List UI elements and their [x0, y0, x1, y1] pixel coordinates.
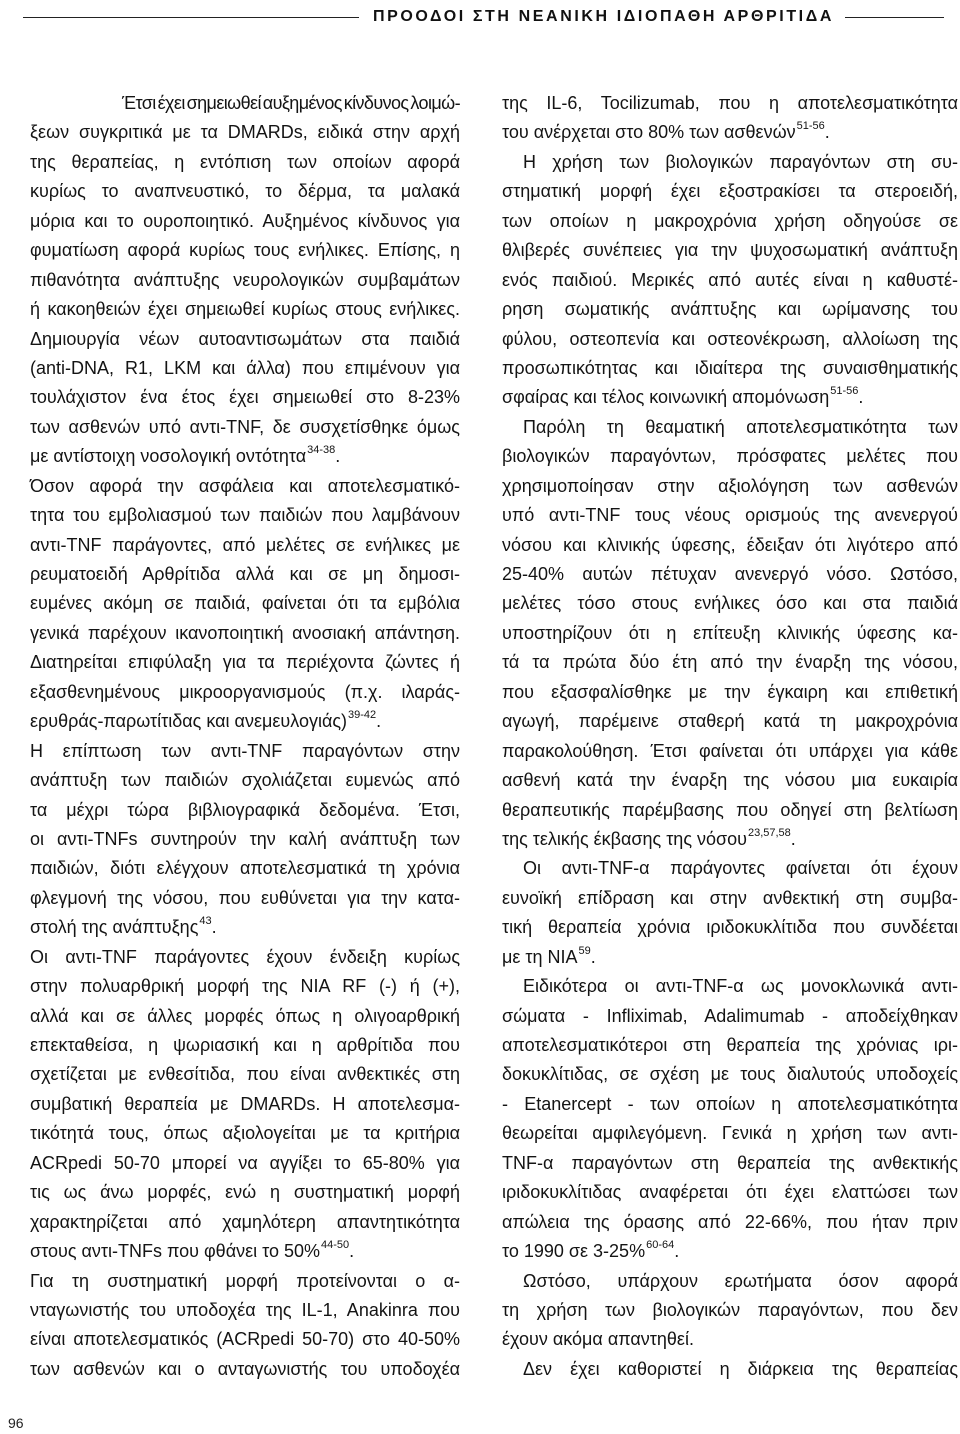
text-line [502, 1060, 958, 1089]
line-text: των οποίων η μακροχρόνια χρήση οδηγούσε σε [502, 210, 958, 231]
line-text: νόσου και κλινικής ύφεσης, έδειξαν ότι λιγότερο από [502, 534, 958, 555]
line-text: δοκυκλίτιδας, σε σχέση με τους διαλυτούς υποδοχείς [502, 1064, 958, 1085]
line-text: της θεραπείας, η εντόπιση των οποίων αφορά [30, 151, 460, 172]
text-line [502, 118, 958, 147]
text-line [502, 383, 958, 412]
line-text: - Etanercept - των οποίων η αποτελεσματικότητα [502, 1093, 958, 1114]
text-line [30, 1149, 460, 1178]
line-text: τη χρήση των βιολογικών παραγόντων, που δεν [502, 1299, 958, 1320]
line-tail: . [349, 1241, 355, 1262]
text-line [30, 1325, 460, 1354]
line-text: Η χρήση των βιολογικών παραγόντων στη συ- [523, 151, 958, 172]
text-line [502, 1119, 958, 1148]
line-text: (anti-DNA, R1, LKM και άλλα) που επιμένουν για [30, 357, 460, 378]
text-line [502, 1208, 958, 1237]
line-tail: . [824, 122, 830, 143]
line-tail: . [790, 828, 796, 849]
text-line [30, 413, 460, 442]
text-line [30, 1178, 460, 1207]
text-line [502, 1296, 958, 1325]
line-text: των ασθενών υπό αντι-TNF, δε συσχετίσθηκε όμως [30, 416, 460, 437]
text-line [502, 1149, 958, 1178]
line-text: ιριδοκυκλίτιδας αναφέρεται ότι έχει ελαττώσει των [502, 1182, 958, 1203]
line-text: σχετίζεται με ενθεσίτιδα, που είναι ανθεκτικές στη [30, 1064, 460, 1085]
line-text: ασθενή κατά την έναρξη της νόσου μια ευκαιρία [502, 770, 958, 791]
line-tail: . [590, 946, 596, 967]
paragraph [502, 148, 958, 413]
line-text: Όσον αφορά την ασφάλεια και αποτελεσματικό- [30, 475, 460, 496]
citation-superscript: 44-50 [321, 1239, 350, 1252]
line-text: της IL-6, Tocilizumab, που η αποτελεσματικότητα [502, 93, 958, 113]
line-text: νταγωνιστής του υποδοχέα της IL-1, Anakinra που [30, 1299, 460, 1320]
citation-superscript: 51-56 [796, 120, 825, 133]
running-header [23, 7, 944, 27]
citation-superscript: 39-42 [348, 709, 377, 722]
line-text: χρησιμοποίησαν στην αξιολόγηση των ασθενών [502, 475, 958, 496]
text-line [502, 1325, 958, 1354]
line-text: μόρια και το ουροποιητικό. Αυξημένος κίνδυνος για [30, 210, 460, 231]
line-text: ξεων συγκριτικά με τα DMARDs, ειδικά στην αρχή [30, 122, 460, 143]
line-text: αγωγή, παρέμεινε σταθερή κατά τη μακροχρόνια [502, 711, 958, 732]
line-text: πιθανότητα ανάπτυξης νευρολογικών συμβαμάτων [30, 269, 460, 290]
citation-superscript: 51-56 [830, 385, 859, 398]
text-line [30, 1002, 460, 1031]
paragraph [30, 648, 460, 736]
text-line [30, 560, 460, 589]
text-line [502, 207, 958, 236]
citation-superscript: 34-38 [307, 444, 336, 457]
text-line [502, 884, 958, 913]
line-text: μελέτες τόσο στους ενήλικες όσο και στα παιδιά [502, 593, 958, 614]
text-line [502, 1002, 958, 1031]
line-text: Έτσι έχει σημειωθεί αυξημένος κίνδυνος λοιμώ- [122, 93, 460, 113]
text-line [30, 619, 460, 648]
line-text: ευνοϊκή επίδραση και στην ανθεκτική στη συμβα- [502, 887, 958, 908]
line-text: θλιβερές συνέπειες για την ψυχοσωματική ανάπτυξη [502, 240, 958, 261]
citation-superscript: 43 [199, 915, 212, 928]
text-line [502, 943, 958, 972]
line-text: του ανέρχεται στο 80% των ασθενών [502, 122, 796, 143]
line-text: των ασθενών και ο ανταγωνιστής του υποδοχέα [30, 1358, 460, 1379]
text-line [30, 1296, 460, 1325]
line-text: το 1990 σε 3-25% [502, 1241, 646, 1262]
text-line [502, 1031, 958, 1060]
text-line [502, 1355, 958, 1384]
paragraph [502, 1355, 958, 1384]
line-text: είναι αποτελεσματικός (ACRpedi 50-70) στο 40-50% [30, 1329, 460, 1350]
line-text: τις ως άνω μορφές, ενώ η συστηματική μορφή [30, 1182, 460, 1203]
text-line [30, 118, 460, 147]
line-text: Για τη συστηματική μορφή προτείνονται ο α- [30, 1270, 460, 1291]
page-number: 96 [8, 1415, 24, 1431]
line-text: με αντίστοιχη νοσολογική οντότητα [30, 446, 307, 467]
line-text: που εξασφαλίσθηκε με την έγκαιρη και επιθετική [502, 681, 958, 702]
line-text: απώλεια της όρασης από 22-66%, που ήταν πριν [502, 1211, 958, 1232]
text-line [30, 1208, 460, 1237]
citation-superscript: 23,57,58 [747, 826, 791, 839]
line-text: Η επίπτωση των αντι-TNF παραγόντων στην [30, 740, 460, 761]
header-rule-right [845, 17, 944, 18]
text-line [30, 472, 460, 501]
text-line [30, 766, 460, 795]
text-line [30, 825, 460, 854]
line-text: εξασθενημένους μικροοργανισμούς (π.χ. ιλαράς- [30, 681, 460, 702]
line-text: ρευματοειδή Αρθρίτιδα αλλά και σε μη δημοσι- [30, 564, 460, 584]
paragraph [30, 472, 460, 649]
line-text: αποτελεσματικότεροι στη θεραπεία της χρόνιας ιρι- [502, 1035, 958, 1055]
line-text: παιδιών, διότι ελέγχουν αποτελεσματικά τη χρόνια [30, 858, 460, 879]
text-line [30, 1267, 460, 1296]
line-tail: . [376, 711, 382, 732]
text-line [502, 854, 958, 883]
line-text: οι αντι-TNFs συντηρούν την καλή ανάπτυξη των [30, 828, 460, 849]
line-text: φλεγμονή της νόσου, που ευθύνεται για την κατα- [30, 887, 460, 908]
line-text: στους αντι-TNFs που φθάνει το 50% [30, 1241, 321, 1262]
text-line [30, 707, 460, 736]
text-line [30, 678, 460, 707]
text-line [502, 589, 958, 618]
text-line [30, 177, 460, 206]
journal-section-title: ΠΡΟΟΔΟΙ ΣΤΗ ΝΕΑΝΙΚΗ ΙΔΙΟΠΑΘΗ ΑΡΘΡΙΤΙΔΑ [372, 8, 834, 25]
text-line [502, 148, 958, 177]
line-tail: . [335, 446, 341, 467]
line-text: Παρόλη τη θεαματική αποτελεσματικότητα των [523, 416, 958, 437]
text-line [30, 1237, 460, 1266]
line-text: επεκταθείσα, η ψωριασική και η αρθρίτιδα που [30, 1035, 460, 1055]
line-text: χαρακτηρίζεται από χαμηλότερη απαντητικότητα [30, 1211, 460, 1232]
right-column [502, 89, 958, 1384]
text-line [502, 619, 958, 648]
line-text: προσωπικότητας και ιδιαίτερα της συναισθηματικής [502, 357, 958, 378]
line-text: φύλου, οστεοπενία και οστεονέκρωση, αλλοίωση της [502, 328, 958, 349]
line-text: υπό αντι-TNF τους νέους ορισμούς της ανενεργού [502, 505, 958, 526]
text-line [30, 207, 460, 236]
text-line [30, 295, 460, 324]
citation-superscript: 60-64 [646, 1239, 675, 1252]
line-text: ACRpedi 50-70 μπορεί να αγγίξει το 65-80% για [30, 1152, 460, 1173]
text-line [502, 413, 958, 442]
text-line [502, 707, 958, 736]
paragraph [30, 1267, 460, 1385]
text-line [30, 501, 460, 530]
line-text: αντι-TNF παράγοντες, από μελέτες σε ενήλικες με [30, 534, 460, 555]
line-text: στην πολυαρθρική μορφή της ΝΙΑ RF (-) ή (+), [30, 976, 460, 997]
text-line [30, 383, 460, 412]
line-text: TNF-α παραγόντων στη θεραπεία της ανθεκτικής [502, 1152, 958, 1173]
text-line [30, 648, 460, 677]
citation-superscript: 59 [578, 944, 591, 957]
line-tail: . [674, 1241, 680, 1262]
text-line [502, 678, 958, 707]
text-line [502, 737, 958, 766]
text-line [502, 442, 958, 471]
line-text: τικότητά τους, όπως αξιολογείται με τα κριτήρια [30, 1123, 460, 1144]
text-line [502, 972, 958, 1001]
text-line [502, 266, 958, 295]
text-line [502, 648, 958, 677]
text-line [502, 766, 958, 795]
line-text: της τελικής έκβασης της νόσου [502, 828, 747, 849]
text-line [30, 913, 460, 942]
line-text: Οι αντι-TNF-α παράγοντες φαίνεται ότι έχουν [523, 858, 958, 879]
text-line [502, 825, 958, 854]
text-line [502, 354, 958, 383]
line-text: Δημιουργία νέων αυτοαντισωμάτων στα παιδιά [30, 328, 460, 349]
paragraph [502, 413, 958, 855]
line-text: ρηση σωματικής ανάπτυξης και ωρίμανσης του [502, 299, 958, 320]
text-line [30, 531, 460, 560]
text-line [30, 1119, 460, 1148]
text-line [30, 325, 460, 354]
text-line [30, 972, 460, 1001]
line-text: τητα του εμβολιασμού των παιδιών που λαμβάνουν [30, 505, 460, 526]
text-line [30, 236, 460, 265]
line-text: γενικά παρέχουν ικανοποιητική ανοσιακή απάντηση. [30, 622, 460, 643]
line-tail: . [211, 917, 217, 938]
text-line [30, 1090, 460, 1119]
text-line [502, 1090, 958, 1119]
line-text: παρακολούθηση. Έτσι φαίνεται ότι υπάρχει για κάθε [502, 740, 958, 761]
line-text: κυρίως το αναπνευστικό, το δέρμα, τα μαλακά [30, 181, 460, 202]
text-line [502, 531, 958, 560]
line-text: με τη ΝΙΑ [502, 946, 578, 967]
text-line [30, 796, 460, 825]
line-text: στηματική μορφή έχει εξοστρακίσει τα στεροειδή, [502, 181, 958, 202]
text-line [30, 737, 460, 766]
text-line [30, 442, 460, 471]
text-line [502, 1178, 958, 1207]
line-text: σφαίρας και τέλος κοινωνική απομόνωση [502, 387, 830, 408]
text-line [502, 295, 958, 324]
line-text: θεωρείται αμφιλεγόμενη. Γενικά η χρήση των αντι- [502, 1123, 958, 1144]
line-text: ή κακοηθειών έχει σημειωθεί κυρίως στους ενήλικες. [30, 299, 460, 320]
line-tail: . [858, 387, 864, 408]
text-line [502, 1237, 958, 1266]
line-text: Δεν έχει καθοριστεί η διάρκεια της θεραπείας [523, 1358, 958, 1379]
line-text: Ειδικότερα οι αντι-TNF-α ως μονοκλωνικά αντι- [523, 976, 958, 997]
text-line [30, 589, 460, 618]
line-text: θεραπευτικής παρέμβασης που οδηγεί στη βελτίωση [502, 799, 958, 820]
line-text: αλλά και σε άλλες μορφές όπως η ολιγοαρθρική [30, 1005, 460, 1026]
text-line [502, 236, 958, 265]
line-text: ενός παιδιού. Μερικές από αυτές είναι η καθυστέ- [502, 269, 958, 290]
line-text: ερυθράς-παρωτίτιδας και ανεμευλογιάς) [30, 711, 348, 732]
text-line [502, 472, 958, 501]
text-line [30, 148, 460, 177]
left-column [30, 89, 460, 1384]
line-text: τουλάχιστον ένα έτος έχει σημειωθεί στο 8-23% [30, 387, 460, 408]
text-line [502, 796, 958, 825]
paragraph [502, 89, 958, 148]
line-text: φυματίωση αφορά κυρίως τους ενήλικες. Επίσης, η [30, 240, 460, 261]
text-line [30, 884, 460, 913]
text-line [30, 89, 460, 118]
paragraph [502, 972, 958, 1266]
paragraph [502, 1267, 958, 1355]
line-text: Οι αντι-TNF παράγοντες έχουν ένδειξη κυρίως [30, 946, 460, 967]
line-text: Ωστόσο, υπάρχουν ερωτήματα όσον αφορά [523, 1270, 958, 1291]
line-text: τική θεραπεία χρόνια ιριδοκυκλίτιδα που συνδέεται [502, 917, 958, 938]
line-text: τα μέχρι τώρα βιβλιογραφικά δεδομένα. Έτσι, [30, 799, 460, 820]
text-line [502, 1267, 958, 1296]
text-line [30, 854, 460, 883]
line-text: υποστηρίζουν ότι η επίτευξη κλινικής ύφεσης κα- [502, 622, 958, 643]
line-text: σώματα - Infliximab, Adalimumab - αποδείχθηκαν [502, 1005, 958, 1026]
text-line [30, 1355, 460, 1384]
line-text: Διατηρείται επιφύλαξη για τα περιέχοντα ζώντες ή [30, 652, 460, 673]
text-line [502, 501, 958, 530]
text-line [30, 1060, 460, 1089]
line-text: συμβατική θεραπεία με DMARDs. Η αποτελεσμα- [30, 1093, 460, 1114]
text-line [502, 325, 958, 354]
text-line [502, 913, 958, 942]
line-text: ευμένες ακόμη σε παιδιά, φαίνεται ότι τα εμβόλια [30, 593, 460, 614]
paragraph [30, 943, 460, 1267]
text-line [502, 89, 958, 118]
text-line [502, 177, 958, 206]
text-line [30, 943, 460, 972]
paragraph [30, 89, 460, 325]
paragraph [30, 737, 460, 943]
line-text: έχουν ακόμα απαντηθεί. [502, 1329, 694, 1350]
paragraph [502, 854, 958, 972]
line-text: τά τα πρώτα δύο έτη από την έναρξη της νόσου, [502, 652, 958, 673]
paragraph [30, 325, 460, 472]
text-line [30, 354, 460, 383]
header-rule-left [23, 17, 359, 18]
line-text: 25-40% αυτών πέτυχαν ανενεργό νόσο. Ωστόσο, [502, 564, 958, 584]
line-text: στολή της ανάπτυξης [30, 917, 199, 938]
text-line [30, 1031, 460, 1060]
text-line [30, 266, 460, 295]
line-text: ανάπτυξη των παιδιών σχολιάζεται ευμενώς από [30, 770, 460, 791]
line-text: βιολογικών παραγόντων, πρόσφατες μελέτες που [502, 446, 958, 467]
text-line [502, 560, 958, 589]
